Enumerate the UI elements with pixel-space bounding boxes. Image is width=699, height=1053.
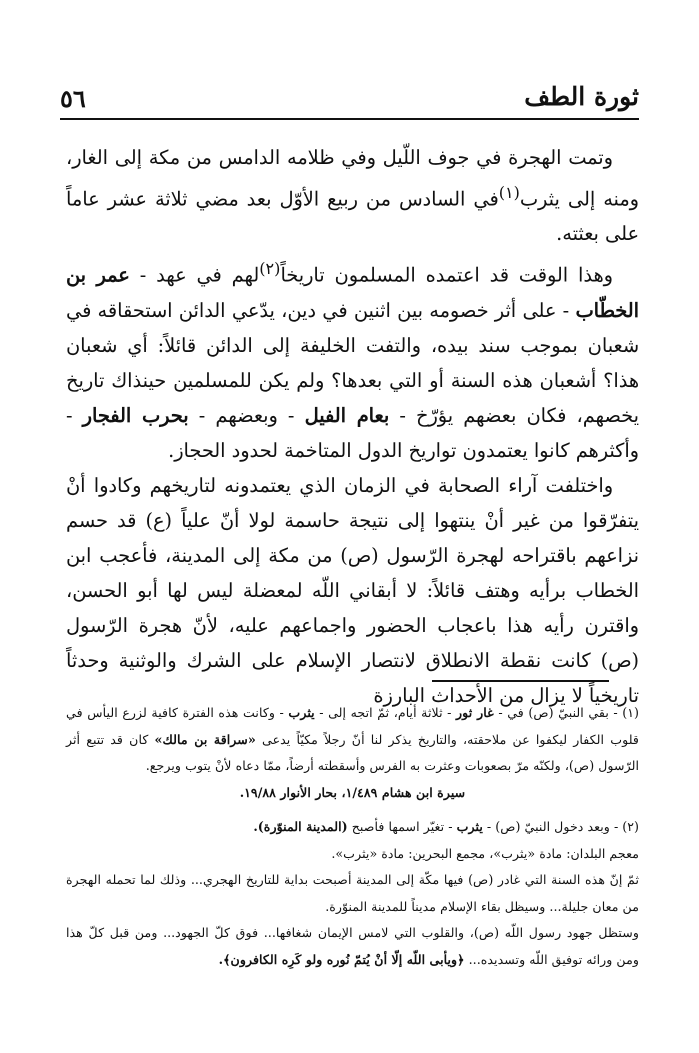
footnote-1: (١) - بقي النبيّ (ص) في - غار ثور - ثلاثة أيام، ثمّ اتجه إلى - يثرب - وكانت هذه الفترة كافية لزرع اليأس في قلوب الكفار ليكفوا عن ملاحقته، والتاريخ يذكر لنا أنّ رجلاً مكيّاً يدعى «سراقة بن مالك» كان قد تتبع أثر الرّسول (ص)، ولكنّه مرّ بصعوبات وعثرت به الفرس وأسقطته أرضاً، ممّا دعاه لأنْ يتوب ويرجع. [66,705,639,773]
term-am-al-fil: بعام الفيل [304,403,390,427]
footnote-ref-2: (٢) [259,259,281,279]
quran-verse: ﴿ويأبى اللّه إلّا أنْ يُتمّ نُوره ولو كَرِه الكافرون﴾. [218,951,465,967]
name-umar: عمر بن الخطّاب [66,263,639,322]
footnotes [66,700,639,973]
footnote-1-source: سيرة ابن هشام ١/٤٨٩، بحار الأنوار ١٩/٨٨. [239,784,466,800]
main-text [66,140,639,713]
page-number: ٥٦ [60,84,86,113]
footnote-2-note: ثمّ إنّ هذه السنة التي غادر (ص) فيها مكّة إلى المدينة أصبحت بداية للتاريخ الهجري... وذلك لما تحمله الهجرة من معان جليلة... وسيظل بقاء الإسلام مديناً للمدينة المنوّرة. [66,872,639,914]
paragraph-1: وتمت الهجرة في جوف اللّيل وفي ظلامه الدامس من مكة إلى الغار، ومنه إلى يثرب$^{(١)}$في السادس من ربيع الأوّل بعد مضي ثلاثة عشر عاماً على بعثته. [66,146,639,246]
footnote-divider [432,680,609,682]
footnote-2-reference: معجم البلدان: مادة «يثرب»، مجمع البحرين: مادة «يثرب». [331,845,639,861]
footnote-ref-1: (١) [498,183,520,202]
page-header [60,82,639,120]
paragraph-2: وهذا الوقت قد اعتمده المسلمون تاريخاً$^{(٢)}$لهم في عهد - عمر بن الخطّاب - على أثر خصومه بين اثنين في دين، يدّعي الدائن استحقاقه في شعبان بموجب سند بيده، والتفت الخليفة إلى الدائن قائلاً: أي شعبان هذا؟ أشعبان هذه السنة أو التي بعدها؟ ولم يكن للمسلمين حينذاك تاريخ يخصهم، فكان بعضهم يؤرّخ - بعام الفيل - وبعضهم - بحرب الفجار - وأكثرهم كانوا يعتمدون تواريخ الدول المتاخمة لحدود الحجاز. [66,259,639,462]
term-harb-al-fijar: بحرب الفجار [82,403,189,427]
footnote-2: (٢) - وبعد دخول النبيّ (ص) - يثرب - تغيّر اسمها فأصبح (المدينة المنوّرة). [253,819,639,834]
chapter-title: ثورة الطف [524,82,639,111]
footnote-2-closing: وستظل جهود رسول اللّه (ص)، والقلوب التي لامس الإيمان شغافها... فوق كلّ الجهود... ومن قبل كلّ هذا ومن ورائه توفيق اللّه وتسديده... ﴿ويأبى اللّه إلّا أنْ يُتمّ نُوره ولو كَرِه الكافرون﴾. [66,925,639,967]
paragraph-3: واختلفت آراء الصحابة في الزمان الذي يعتمدونه لتاريخهم وكادوا أنْ يتفرّقوا من غير أنْ ينتهوا إلى نتيجة حاسمة لولا أنّ علياً (ع) قد حسم نزاعهم باقتراحه لهجرة الرّسول (ص) من مكة إلى المدينة، فأعجب ابن الخطاب برأيه وهتف قائلاً: لا أبقاني اللّه لمعضلة ليس لها أبو الحسن، واقترن رأيه هذا باعجاب الحضور واجماعهم عليه، لأنّ هجرة الرّسول (ص) كانت نقطة الانطلاق لانتصار الإسلام على الشرك والوثنية وحدثاً تاريخياً لا يزال من الأحداث البارزة [66,473,639,707]
